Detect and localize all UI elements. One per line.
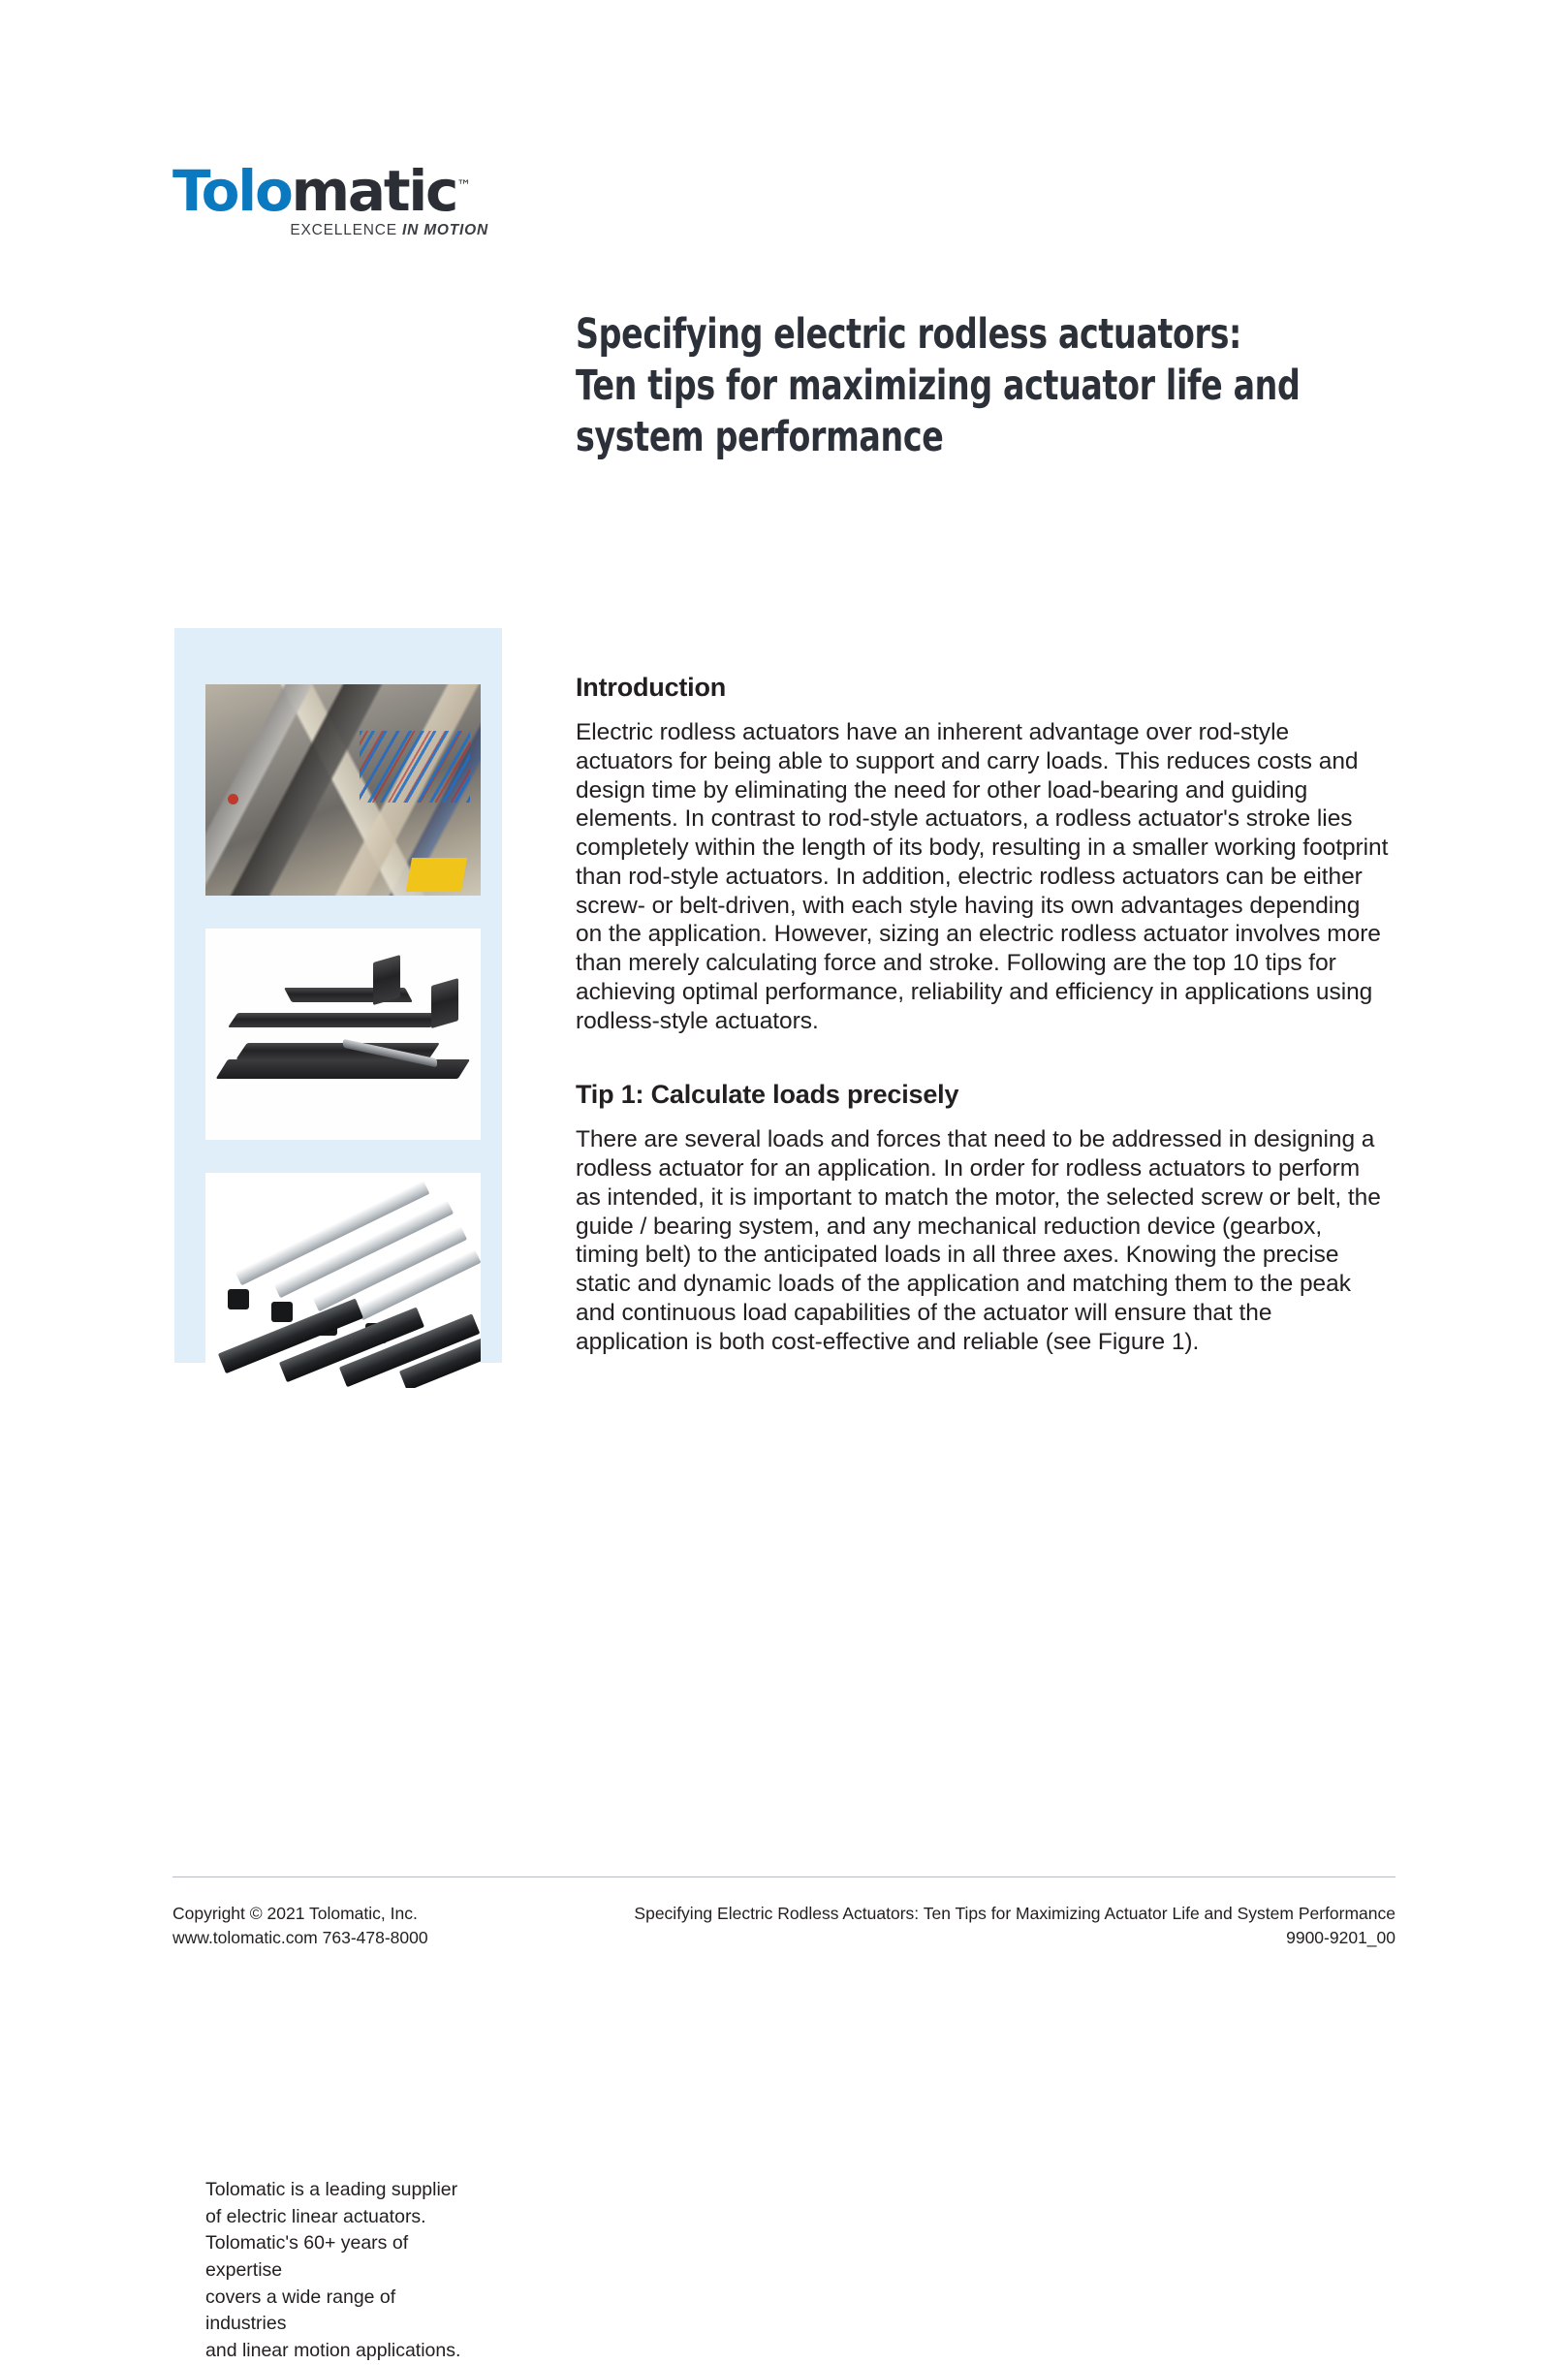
main-content xyxy=(576,673,1390,1357)
sidebar-caption-line-2: of electric linear actuators. xyxy=(205,2205,426,2227)
footer-document-title: Specifying Electric Rodless Actuators: Ten Tips for Maximizing Actuator Life and System Performance xyxy=(634,1904,1396,1923)
page-title-line-3: system performance xyxy=(576,412,944,461)
footer-document-number: 9900-9201_00 xyxy=(1286,1928,1396,1948)
cable-bundle-detail xyxy=(360,731,470,803)
sidebar-caption xyxy=(205,2177,465,2365)
gantry-post-left xyxy=(373,954,400,1004)
actuator-family-photo xyxy=(205,1173,481,1388)
footer-right xyxy=(634,1902,1396,1951)
actuator-motor-cap-2 xyxy=(271,1302,293,1322)
section-heading-introduction: Introduction xyxy=(576,673,727,702)
logo-text-matic: matic xyxy=(291,158,457,224)
section-heading-tip-1: Tip 1: Calculate loads precisely xyxy=(576,1080,959,1110)
logo-tagline xyxy=(172,222,492,239)
footer-copyright: Copyright © 2021 Tolomatic, Inc. xyxy=(172,1904,418,1923)
footer-left xyxy=(172,1902,428,1951)
gantry-rail-a xyxy=(228,1013,441,1027)
sidebar-figure-1 xyxy=(205,684,481,896)
sidebar-caption-line-4: covers a wide range of industries xyxy=(205,2286,396,2335)
tolomatic-logo xyxy=(172,158,492,239)
actuator-motor-cap-1 xyxy=(228,1289,249,1309)
footer-divider xyxy=(172,1876,1396,1877)
sidebar-caption-line-3: Tolomatic's 60+ years of expertise xyxy=(205,2232,409,2282)
sidebar-caption-line-1: Tolomatic is a leading supplier xyxy=(205,2179,458,2200)
trademark-icon: ™ xyxy=(456,176,472,195)
introduction-paragraph: Electric rodless actuators have an inherent advantage over rod-style actuators for being able to support and carry loads. This reduces costs and design time by eliminating the need for other load-bearing and guiding elements. In contrast to rod-style actuators, a rodless actuator's stroke lies completely within the length of its body, resulting in a smaller working footprint than rod-style actuators. In addition, electric rodless actuators can be either screw- or belt-driven, with each style having its own advantages depending on the application. However, sizing an electric rodless actuator involves more than merely calculating force and stroke. Following are the top 10 tips for achieving optimal performance, reliability and efficiency in applications using rodless-style actuators. xyxy=(576,719,1389,1034)
logo-wordmark xyxy=(172,158,492,224)
sidebar-figure-3 xyxy=(205,1173,481,1388)
footer-contact[interactable]: www.tolomatic.com 763-478-8000 xyxy=(172,1928,428,1948)
sidebar-figure-2 xyxy=(205,929,481,1140)
gantry-post-right xyxy=(431,977,458,1027)
logo-text-tolo: Tolo xyxy=(172,158,292,224)
tagline-prefix: EXCELLENCE xyxy=(290,222,402,238)
tagline-emphasis: IN MOTION xyxy=(402,222,488,238)
gantry-actuator-photo xyxy=(205,929,481,1140)
red-knob-detail xyxy=(228,794,238,804)
page-title xyxy=(576,309,1301,463)
sidebar-caption-line-5: and linear motion applications. xyxy=(205,2340,461,2362)
page-title-line-2: Ten tips for maximizing actuator life and xyxy=(576,361,1301,410)
tip-1-paragraph: There are several loads and forces that need to be addressed in designing a rodless actuator for an application. In order for rodless actuators to perform as intended, it is important to match the motor, the selected screw or belt, the guide / bearing system, and any mechanical reduction device (gearbox, timing belt) to the anticipated loads in all three axes. Knowing the precise static and dynamic loads of the application and matching them to the peak and continuous load capabilities of the actuator will ensure that the application is both cost-effective and reliable (see Figure 1). xyxy=(576,1126,1381,1355)
industrial-machinery-photo xyxy=(205,684,481,896)
page-title-line-1: Specifying electric rodless actuators: xyxy=(576,309,1242,359)
